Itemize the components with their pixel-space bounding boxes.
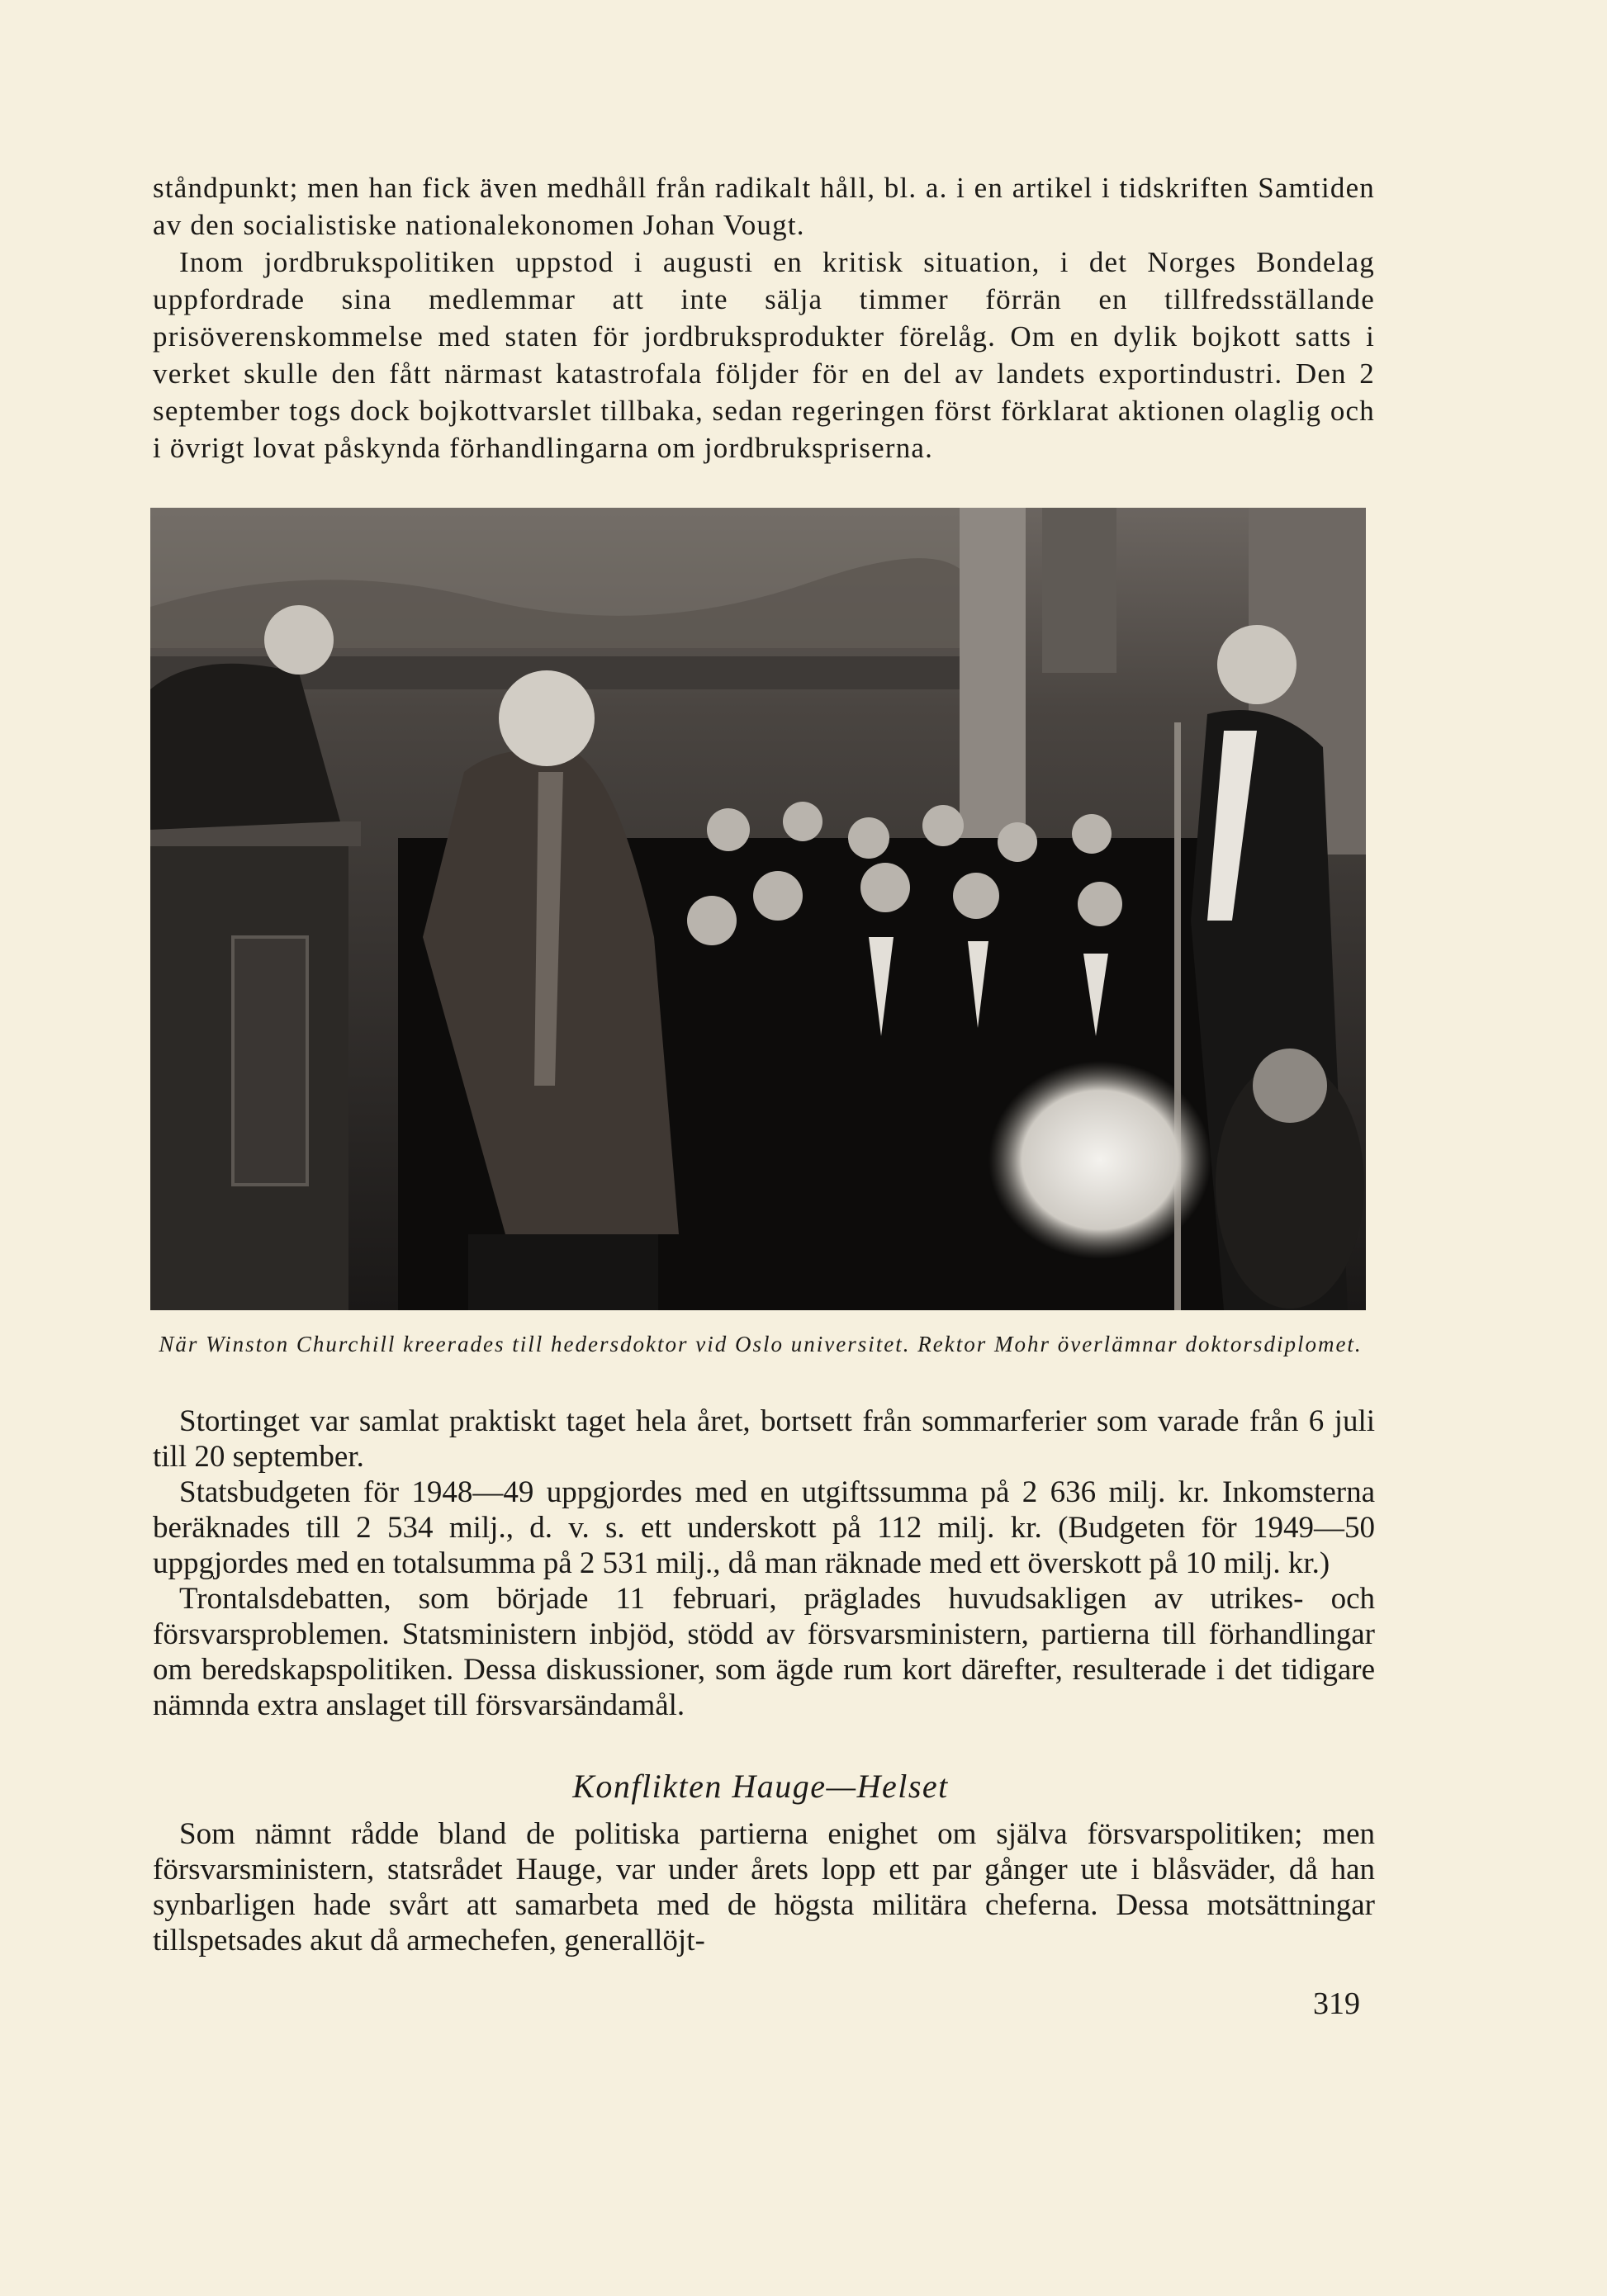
final-paragraph: Som nämnt rådde bland de politiska partierna enighet om själva försvarspolitiken; men försvarsministern, statsrådet Hauge, var under årets lopp ett par gånger ute i blåsväder, då han synbarligen hade svårt att samarbeta med de högsta militära cheferna. Dessa motsättningar tillspetsades akut då armechefen, generallöjt-	[153, 1817, 1375, 1958]
final-text	[153, 1816, 1375, 1958]
body-paragraph-3: Trontalsdebatten, som började 11 februari, präglades huvudsakligen av utrikes- och försvarsproblemen. Statsministern inbjöd, stödd av försvarsministern, partierna till förhandlingar om beredskapspolitiken. Dessa diskussioner, som ägde rum kort därefter, resulterade i det tidigare nämnda extra anslaget till försvarsändamål.	[153, 1582, 1375, 1722]
body-paragraph-2: Statsbudgeten för 1948—49 uppgjordes med en utgiftssumma på 2 636 milj. kr. Inkomsterna beräknades till 2 534 milj., d. v. s. ett underskott på 112 milj. kr. (Budgeten för 1949—50 uppgjordes med en totalsumma på 2 531 milj., då man räknade med ett överskott på 10 milj. kr.)	[153, 1475, 1375, 1580]
ceremony-photo	[150, 508, 1366, 1310]
body-paragraph-1: Stortinget var samlat praktiskt taget hela året, bortsett från sommarferier som varade från 6 juli till 20 september.	[153, 1404, 1375, 1474]
intro-text	[153, 169, 1375, 466]
ceremony-photo-illustration	[150, 508, 1366, 1310]
intro-paragraph-2: Inom jordbrukspolitiken uppstod i augusti en kritisk situation, i det Norges Bondelag uppfordrade sina medlemmar att inte sälja timmer förrän en tillfredsställande prisöverenskommelse med staten för jordbruksprodukter förelåg. Om en dylik bojkott satts i verket skulle den fått närmast katastrofala följder för en del av landets exportindustri. Den 2 september togs dock bojkottvarslet tillbaka, sedan regeringen först förklarat aktionen olaglig och i övrigt lovat påskynda förhandlingarna om jordbrukspriserna.	[153, 246, 1375, 464]
section-heading: Konflikten Hauge—Helset	[572, 1768, 949, 1805]
photo-caption: När Winston Churchill kreerades till hedersdoktor vid Oslo universitet. Rektor Mohr överlämnar doktorsdiplomet.	[159, 1332, 1363, 1356]
body-text	[153, 1404, 1375, 1723]
intro-paragraph-1: ståndpunkt; men han fick även medhåll från radikalt håll, bl. a. i en artikel i tidskriften Samtiden av den socialistiske nationalekonomen Johan Vougt.	[153, 172, 1375, 241]
page-number: 319	[1313, 1986, 1360, 2021]
